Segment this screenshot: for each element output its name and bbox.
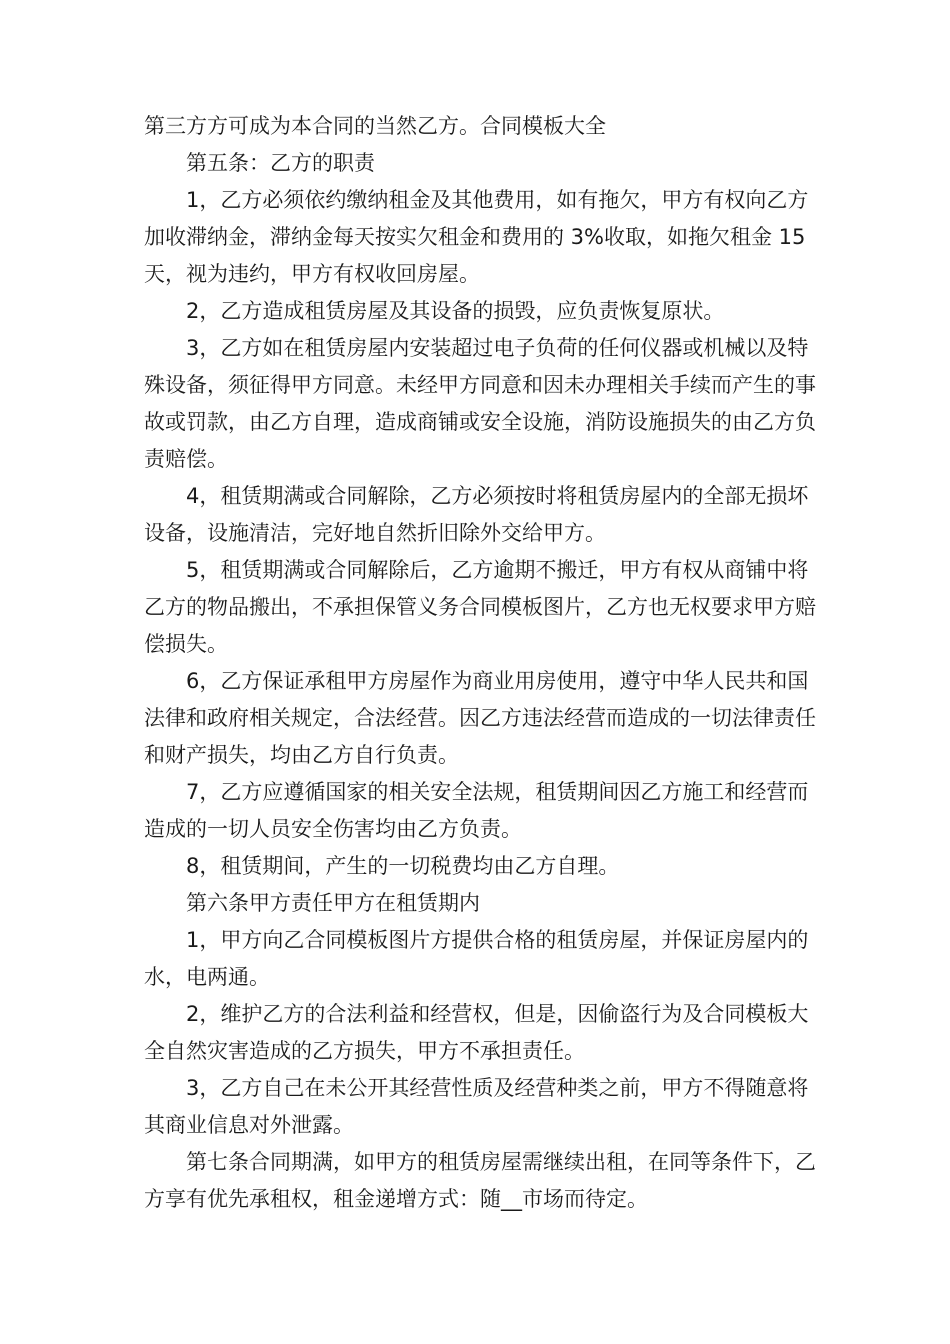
document-body (144, 108, 820, 1218)
article-5-clause-7: 7，乙方应遵循国家的相关安全法规，租赁期间因乙方施工和经营而造成的一切人员安全伤害均由乙方负责。 (144, 780, 809, 841)
article-5-clause-5: 5，租赁期满或合同解除后，乙方逾期不搬迁，甲方有权从商铺中将乙方的物品搬出，不承担保管义务合同模板图片，乙方也无权要求甲方赔偿损失。 (144, 558, 816, 656)
article-5-clause-6: 6，乙方保证承租甲方房屋作为商业用房使用，遵守中华人民共和国法律和政府相关规定，合法经营。因乙方违法经营而造成的一切法律责任和财产损失，均由乙方自行负责。 (144, 669, 816, 767)
paragraph-continuation: 第三方方可成为本合同的当然乙方。合同模板大全 (144, 114, 606, 138)
article-5-clause-4: 4，租赁期满或合同解除，乙方必须按时将租赁房屋内的全部无损坏设备，设施清洁，完好地自然折旧除外交给甲方。 (144, 484, 809, 545)
article-6-clause-2: 2，维护乙方的合法利益和经营权，但是，因偷盗行为及合同模板大全自然灾害造成的乙方损失，甲方不承担责任。 (144, 1002, 809, 1063)
article-5-clause-1: 1，乙方必须依约缴纳租金及其他费用，如有拖欠，甲方有权向乙方加收滞纳金，滞纳金每天按实欠租金和费用的 3%收取，如拖欠租金 15 天，视为违约，甲方有权收回房屋。 (144, 188, 809, 286)
article-6-heading: 第六条甲方责任甲方在租赁期内 (186, 891, 480, 915)
article-5-clause-3: 3，乙方如在租赁房屋内安装超过电子负荷的任何仪器或机械以及特殊设备，须征得甲方同意。未经甲方同意和因未办理相关手续而产生的事故或罚款，由乙方自理，造成商铺或安全设施，消防设施损失的由乙方负责赔偿。 (144, 336, 816, 471)
article-5-heading: 第五条：乙方的职责 (186, 151, 375, 175)
article-6-clause-3: 3，乙方自己在未公开其经营性质及经营种类之前，甲方不得随意将其商业信息对外泄露。 (144, 1076, 809, 1137)
article-5-clause-2: 2，乙方造成租赁房屋及其设备的损毁，应负责恢复原状。 (186, 299, 725, 323)
article-6-clause-1: 1，甲方向乙合同模板图片方提供合格的租赁房屋，并保证房屋内的水，电两通。 (144, 928, 809, 989)
article-5-clause-8: 8，租赁期间，产生的一切税费均由乙方自理。 (186, 854, 620, 878)
article-7-text: 第七条合同期满，如甲方的租赁房屋需继续出租，在同等条件下，乙方享有优先承租权，租金递增方式：随__市场而待定。 (144, 1150, 816, 1211)
